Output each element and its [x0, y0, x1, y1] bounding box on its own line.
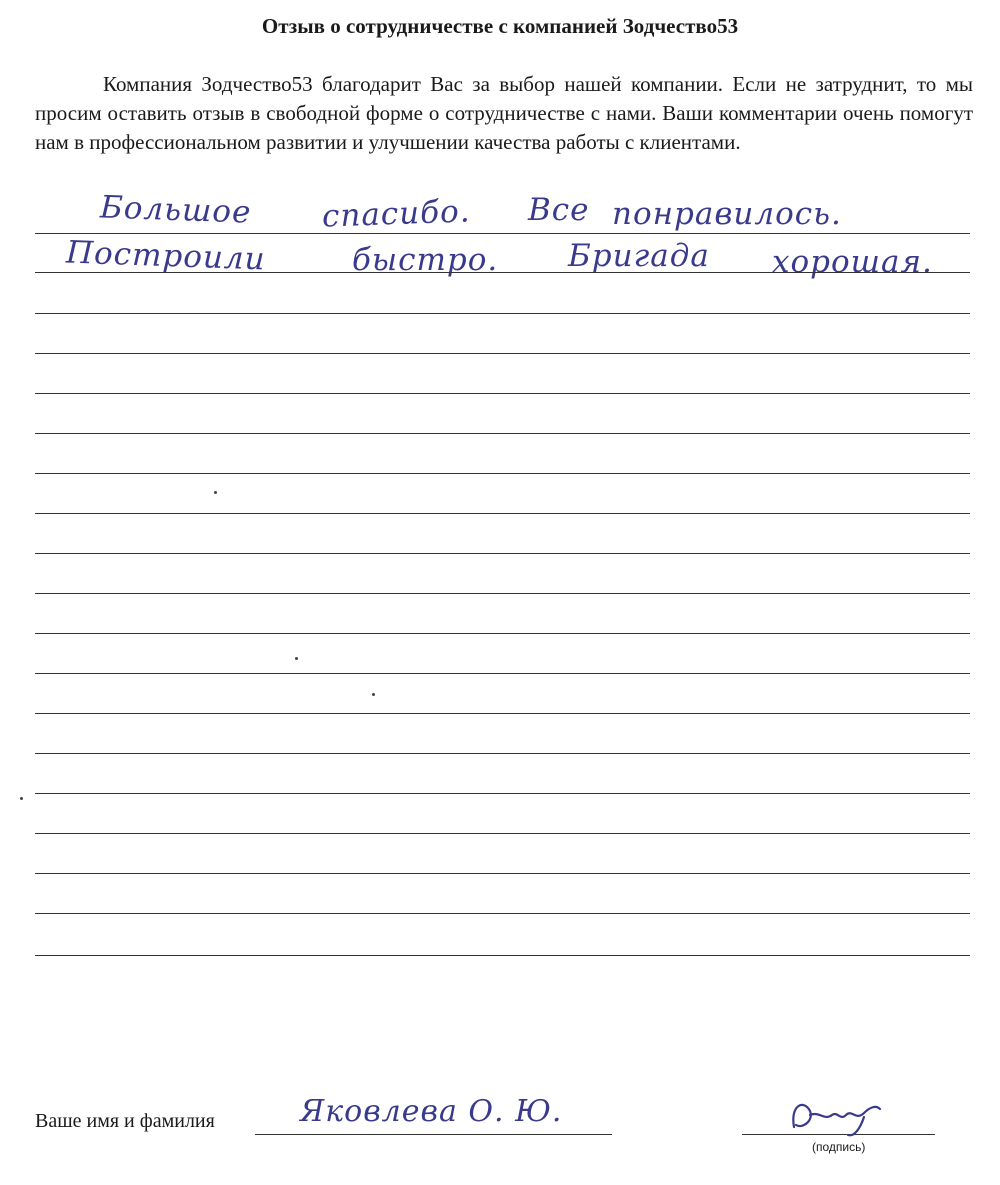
name-label: Ваше имя и фамилия [35, 1110, 215, 1132]
ruled-line [35, 593, 970, 594]
ruled-line [35, 433, 970, 434]
scan-speck [295, 657, 298, 660]
ruled-line [35, 473, 970, 474]
ruled-line [35, 873, 970, 874]
review-word: Построили [65, 234, 267, 278]
name-line [255, 1134, 612, 1135]
ruled-line [35, 393, 970, 394]
ruled-line [35, 313, 970, 314]
ruled-line [35, 233, 970, 234]
review-word: спасибо. [321, 193, 472, 235]
ruled-line [35, 713, 970, 714]
ruled-line [35, 513, 970, 514]
scan-speck [372, 693, 375, 696]
ruled-line [35, 913, 970, 914]
scan-speck [20, 797, 23, 800]
intro-paragraph [35, 70, 973, 157]
review-word: хорошая. [772, 244, 933, 280]
ruled-line [35, 833, 970, 834]
ruled-line [35, 272, 970, 273]
ruled-line [35, 753, 970, 754]
review-word: Все [528, 192, 590, 228]
ruled-line [35, 955, 970, 956]
ruled-line [35, 633, 970, 634]
review-word: понравилось. [612, 196, 842, 232]
review-word: быстро. [352, 242, 499, 278]
scan-speck [214, 491, 217, 494]
ruled-line [35, 793, 970, 794]
author-name: Яковлева О. Ю. [300, 1094, 563, 1129]
ruled-line [35, 353, 970, 354]
review-word: Большое [99, 189, 253, 231]
ruled-line [35, 553, 970, 554]
signature-mark [780, 1085, 890, 1145]
form-title: Отзыв о сотрудничестве с компанией Зодчество53 [261, 14, 739, 38]
review-word: Бригада [568, 238, 710, 274]
ruled-line [35, 673, 970, 674]
intro-text: Компания Зодчество53 благодарит Вас за выбор нашей компании. Если не затруднит, то мы просим оставить отзыв в свободной форме о сотрудничестве с нами. Ваши комментарии очень помогут нам в профессиональном развитии и улучшении качества работы с клиентами. [35, 72, 973, 154]
signature-label: (подпись) [812, 1140, 866, 1154]
